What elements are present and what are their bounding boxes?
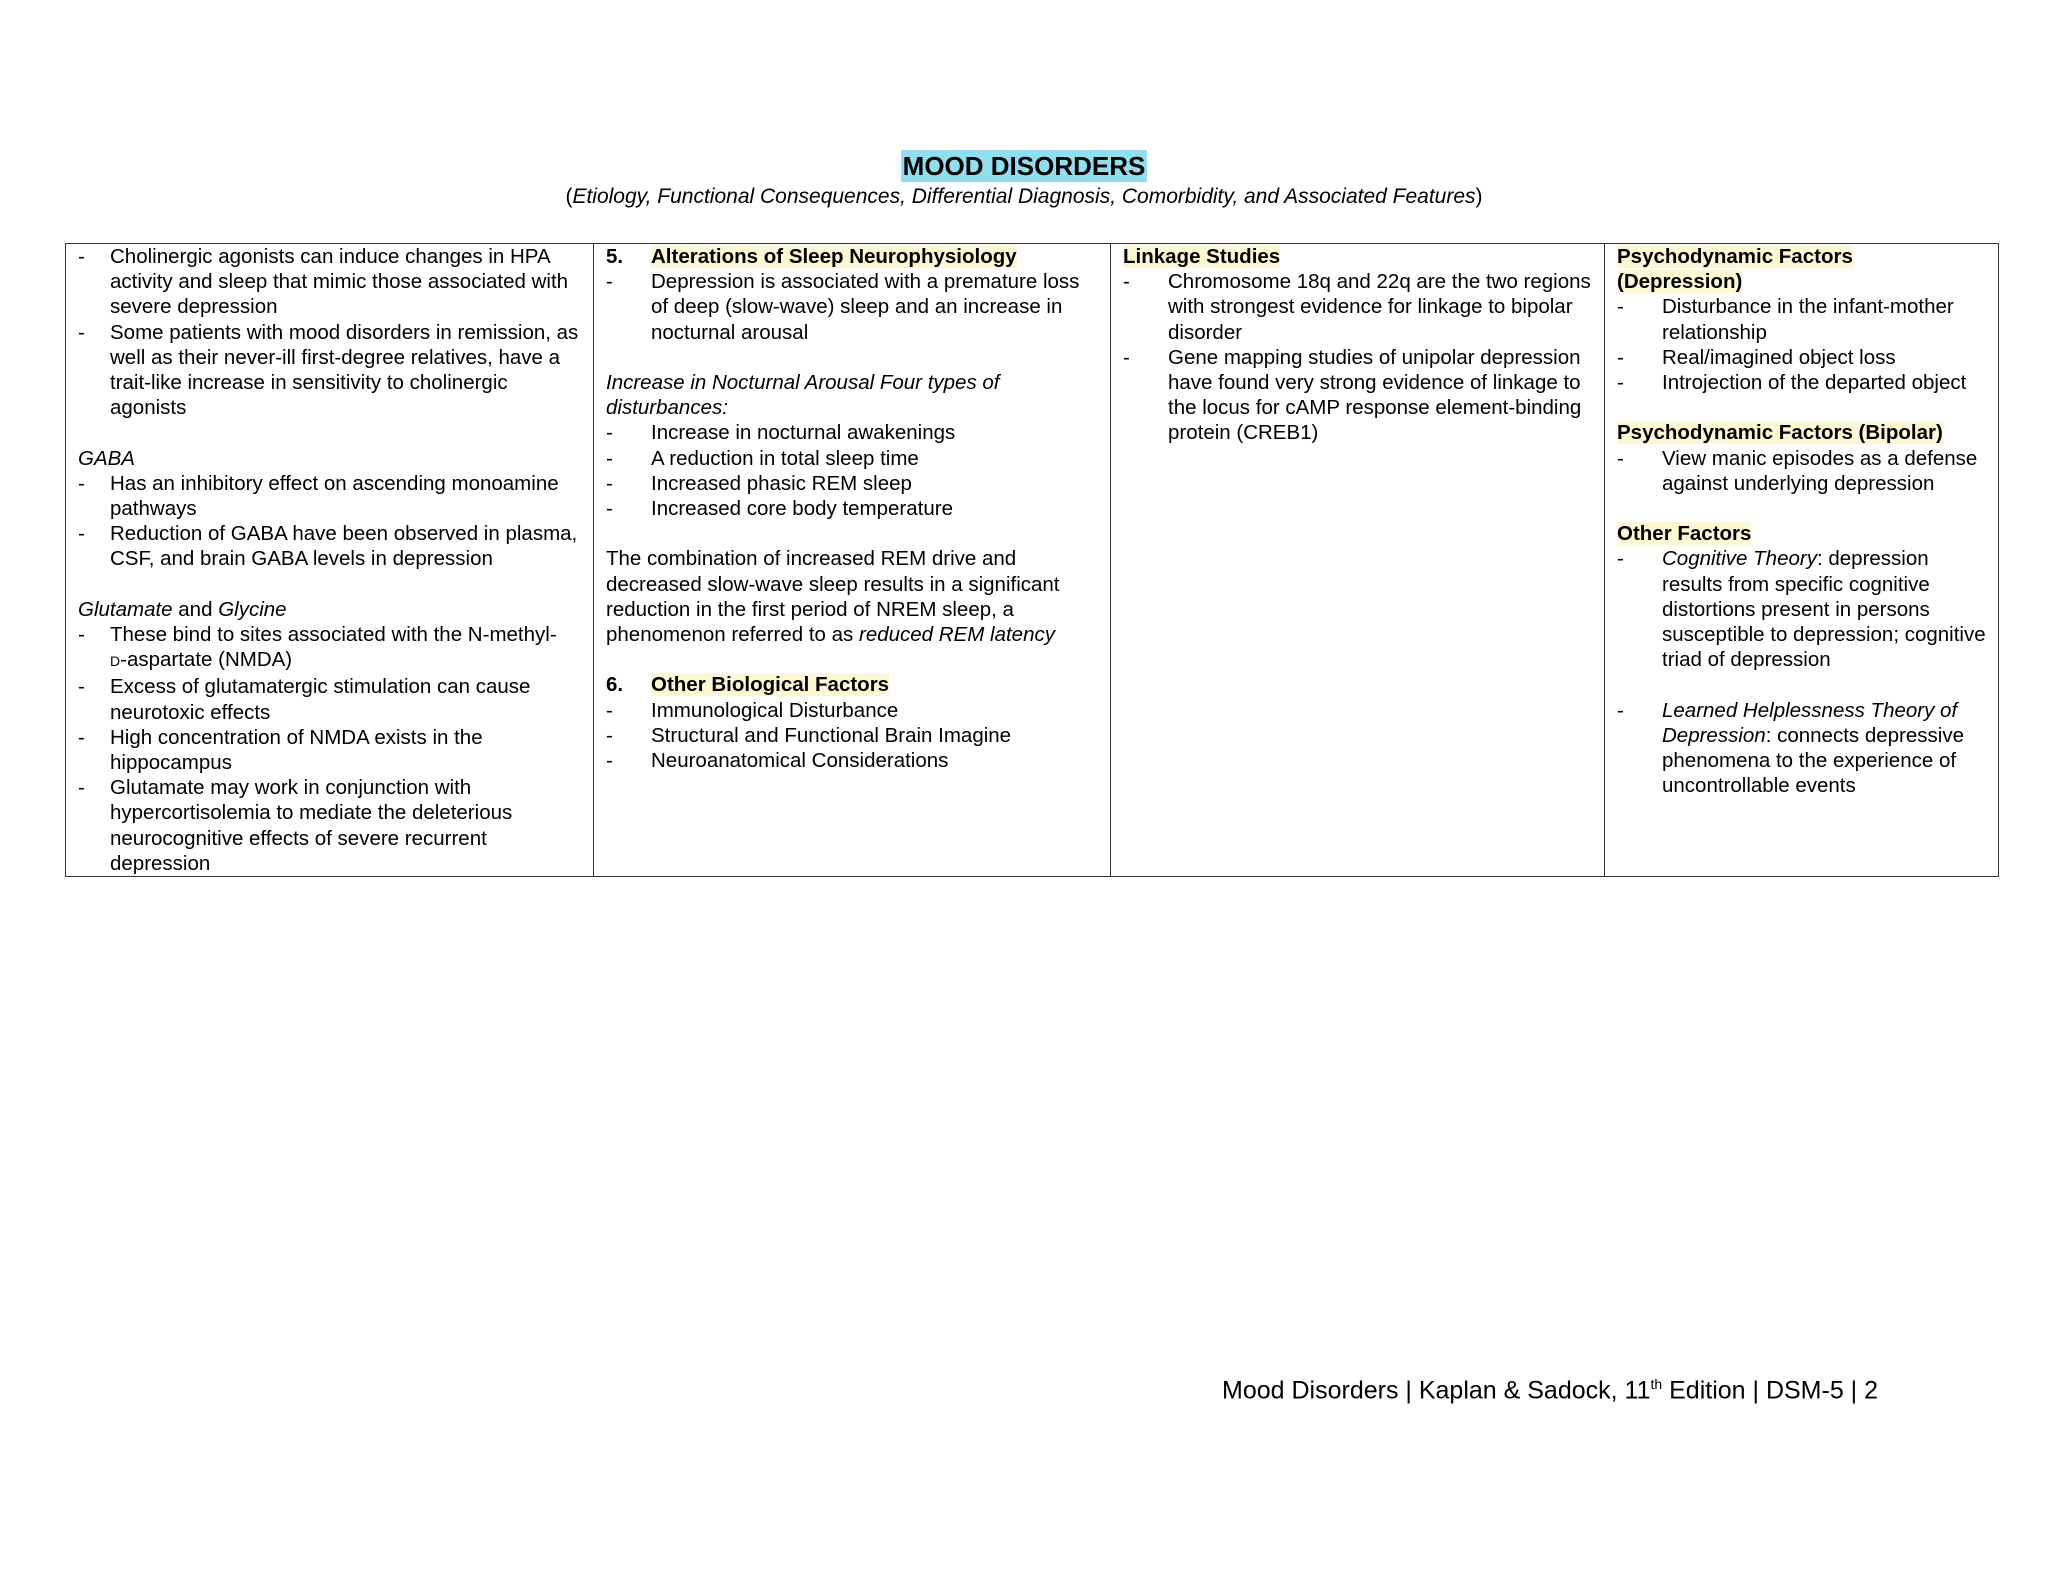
arousal-list	[606, 420, 1098, 521]
section-6-heading: 6. Other Biological Factors	[606, 673, 890, 697]
list-item: - Cholinergic agonists can induce changes in HPA activity and sleep that mimic those associated with severe depression	[78, 244, 581, 320]
list-item: - Immunological Disturbance	[606, 698, 1098, 723]
list-item: - Disturbance in the infant-mother relationship	[1617, 294, 1986, 344]
list-item: - Learned Helplessness Theory of Depression: connects depressive phenomena to the experience of uncontrollable events	[1617, 698, 1986, 799]
list-item: - Increased phasic REM sleep	[606, 471, 1098, 496]
list-item: - Reduction of GABA have been observed in plasma, CSF, and brain GABA levels in depression	[78, 521, 581, 571]
linkage-list	[1123, 269, 1592, 445]
list-item: - View manic episodes as a defense against underlying depression	[1617, 446, 1986, 496]
list-item: - Depression is associated with a premature loss of deep (slow-wave) sleep and an increase in nocturnal arousal	[606, 269, 1098, 345]
glutamate-list	[78, 622, 581, 876]
gaba-heading: GABA	[78, 446, 135, 470]
list-item: - Neuroanatomical Considerations	[606, 748, 1098, 773]
list-item: - Some patients with mood disorders in remission, as well as their never-ill first-degree relatives, have a trait-like increase in sensitivity to cholinergic agonists	[78, 320, 581, 421]
gaba-list	[78, 471, 581, 572]
list-item: - Increased core body temperature	[606, 496, 1098, 521]
other-factors-heading: Other Factors	[1617, 522, 1752, 546]
psychodynamic-bipolar-heading: Psychodynamic Factors (Bipolar)	[1617, 421, 1943, 445]
list-item: - Glutamate may work in conjunction with hypercortisolemia to mediate the deleterious neurocognitive effects of severe recurrent depression	[78, 775, 581, 876]
title-wrap	[0, 150, 2048, 182]
column-neurotransmitters	[66, 244, 594, 877]
column-linkage	[1111, 244, 1605, 877]
list-item: - Has an inhibitory effect on ascending monoamine pathways	[78, 471, 581, 521]
other-factors-list	[1617, 546, 1986, 672]
page-footer: Mood Disorders | Kaplan & Sadock, 11th Edition | DSM-5 | 2	[1222, 1376, 1879, 1405]
list-item: - Excess of glutamatergic stimulation can cause neurotoxic effects	[78, 674, 581, 724]
cholinergic-list	[78, 244, 581, 420]
psychodynamic-bipolar-list	[1617, 446, 1986, 496]
psychodynamic-depression-heading: Psychodynamic Factors (Depression)	[1617, 245, 1853, 294]
linkage-heading: Linkage Studies	[1123, 245, 1281, 268]
column-sleep	[594, 244, 1111, 877]
page-subtitle: (Etiology, Functional Consequences, Differential Diagnosis, Comorbidity, and Associated Features)	[565, 185, 1483, 208]
list-item: - Introjection of the departed object	[1617, 370, 1986, 395]
arousal-heading: Increase in Nocturnal Arousal Four types of disturbances:	[606, 371, 1000, 420]
list-item: - These bind to sites associated with the N-methyl- D-aspartate (NMDA)	[78, 622, 581, 674]
section-5-heading: 5. Alterations of Sleep Neurophysiology	[606, 245, 1017, 268]
list-item: - High concentration of NMDA exists in the hippocampus	[78, 725, 581, 775]
rem-paragraph: The combination of increased REM drive and decreased slow-wave sleep results in a significant reduction in the first period of NREM sleep, a phenomenon referred to as reduced REM latency	[606, 547, 1060, 647]
column-psychodynamic	[1605, 244, 1999, 877]
list-item: - Real/imagined object loss	[1617, 345, 1986, 370]
list-item: - Increase in nocturnal awakenings	[606, 420, 1098, 445]
list-item: - Structural and Functional Brain Imagine	[606, 723, 1098, 748]
list-item: - Cognitive Theory: depression results from specific cognitive distortions present in persons susceptible to depression; cognitive triad of depression	[1617, 546, 1986, 672]
other-factors-list-2	[1617, 698, 1986, 799]
sleep-list	[606, 269, 1098, 345]
list-item: - Chromosome 18q and 22q are the two regions with strongest evidence for linkage to bipolar disorder	[1123, 269, 1592, 345]
biological-list	[606, 698, 1098, 774]
list-item: - Gene mapping studies of unipolar depression have found very strong evidence of linkage to the locus for cAMP response element-binding protein (CREB1)	[1123, 345, 1592, 446]
page-title: MOOD DISORDERS	[902, 151, 1146, 181]
table-row	[66, 244, 1999, 877]
psychodynamic-depression-list	[1617, 294, 1986, 395]
glutamate-heading: Glutamate and Glycine	[78, 597, 287, 621]
content-table	[65, 243, 1999, 877]
list-item: - A reduction in total sleep time	[606, 446, 1098, 471]
